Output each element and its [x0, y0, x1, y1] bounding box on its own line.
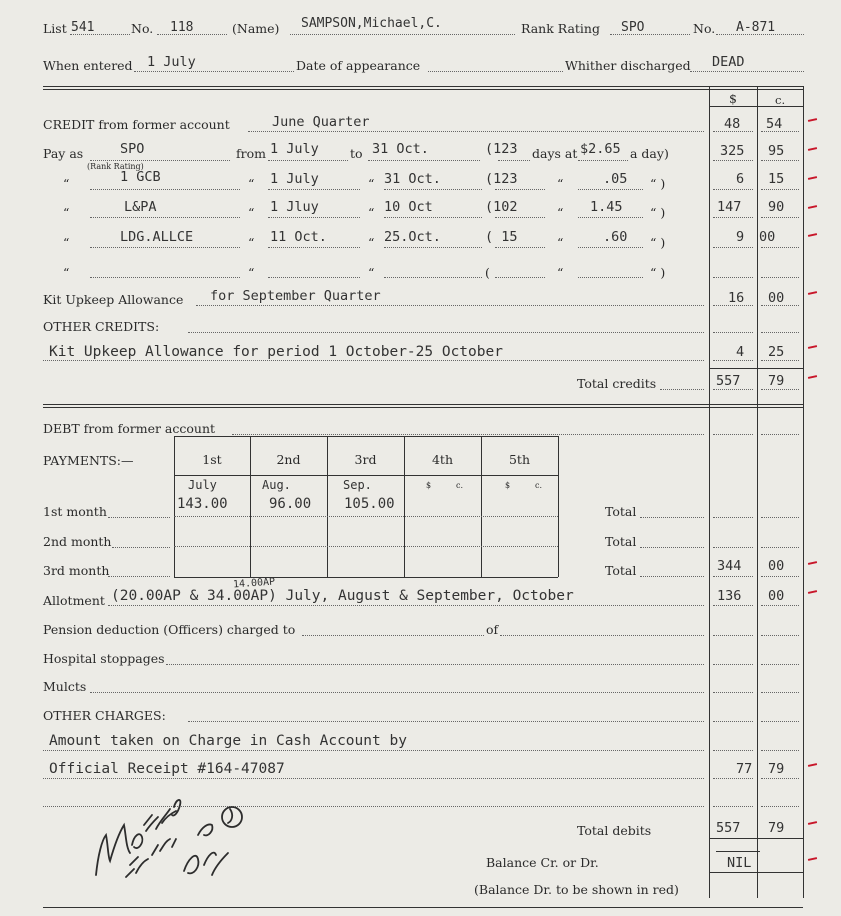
ditto-mark: “	[557, 235, 564, 250]
rank-label: Rank Rating	[521, 21, 600, 36]
balance-note: (Balance Dr. to be shown in red)	[474, 882, 679, 897]
other-credits-cents: 25	[768, 344, 785, 360]
ditto-mark: “	[63, 235, 70, 250]
pay-days: (123	[485, 141, 518, 157]
allotment-cents: 00	[768, 588, 785, 604]
pay-dollars: 9	[736, 229, 745, 245]
no2-label: No.	[693, 21, 716, 36]
total-debits-dollars: 557	[716, 820, 741, 836]
dollar-column-head: $	[729, 91, 737, 106]
payment-column-5th: 5th	[508, 452, 531, 467]
month-row-1: 1st month	[43, 504, 107, 519]
month-row-2: 2nd month	[43, 534, 112, 549]
other-charges-label: OTHER CHARGES:	[43, 708, 166, 723]
ditto-mark: “	[368, 235, 375, 250]
pay-to: 25.Oct.	[384, 229, 441, 245]
col5-cent-sub: c.	[535, 481, 543, 490]
red-check-mark	[808, 205, 817, 209]
no2-value: A-871	[736, 20, 776, 35]
ditto-paren: “ )	[650, 265, 666, 280]
allotment-text: (20.00AP & 34.00AP) July, August & September, October	[111, 588, 574, 604]
ditto-mark: “	[368, 176, 375, 191]
handwritten-notation	[86, 795, 276, 895]
kit-upkeep-text: for September Quarter	[210, 288, 381, 304]
payment-3rd-value: 105.00	[344, 496, 395, 512]
annotation-date	[100, 893, 104, 907]
ditto-mark: “	[557, 205, 564, 220]
month-row-3: 3rd month	[43, 563, 110, 578]
pay-dollars: 325	[720, 143, 745, 159]
payments-label: PAYMENTS:—	[43, 453, 134, 468]
pay-rating: L&PA	[124, 199, 157, 215]
col4-cent-sub: c.	[456, 481, 464, 490]
other-credits-dollars: 4	[736, 344, 745, 360]
no-value: 118	[170, 20, 194, 35]
allotment-dollars: 136	[717, 588, 742, 604]
balance-value: NIL	[727, 855, 752, 871]
pension-label: Pension deduction (Officers) charged to	[43, 622, 296, 637]
pay-rate: 1.45	[590, 199, 623, 215]
pay-days: (102	[485, 199, 518, 215]
pay-rating: SPO	[120, 141, 145, 157]
days-at-label: days at	[532, 146, 578, 161]
ditto-mark: “	[557, 176, 564, 191]
red-check-mark	[808, 821, 817, 825]
payment-column-3rd: 3rd	[354, 452, 377, 467]
payment-1st-value: 143.00	[177, 496, 228, 512]
annotation-noted	[90, 893, 93, 907]
no-label: No.	[131, 21, 154, 36]
discharged-value: DEAD	[712, 54, 745, 70]
other-charges-line-2: Official Receipt #164-47087	[49, 761, 285, 777]
name-value: SAMPSON,Michael,C.	[301, 16, 442, 31]
month-aug: Aug.	[262, 478, 291, 492]
mulcts-label: Mulcts	[43, 679, 87, 694]
pay-days: (	[485, 265, 490, 280]
pay-rate: .60	[603, 229, 628, 245]
pay-dollars: 6	[736, 171, 745, 187]
ditto-mark: “	[557, 265, 564, 280]
ditto-paren: “ )	[650, 235, 666, 250]
rank-value: SPO	[621, 20, 645, 35]
pay-cents: 15	[768, 171, 785, 187]
red-check-mark	[808, 118, 817, 122]
total-word: Total	[605, 534, 637, 549]
pay-cents: 00	[759, 229, 776, 245]
credit-former-cents: 54	[766, 116, 783, 132]
payment-2nd-value: 96.00	[269, 496, 312, 512]
payment-column-2nd: 2nd	[276, 452, 301, 467]
debt-former-label: DEBT from former account	[43, 421, 216, 436]
red-check-mark	[808, 763, 817, 767]
red-check-mark	[808, 233, 817, 237]
payments-total-cents: 00	[768, 558, 785, 574]
pay-rating: 1 GCB	[120, 169, 161, 185]
pay-cents: 90	[768, 199, 785, 215]
total-debits-label: Total debits	[577, 823, 652, 838]
credit-former-text: June Quarter	[272, 114, 370, 130]
pay-from: 1 Jluy	[270, 199, 319, 215]
ditto-mark: “	[248, 235, 255, 250]
payment-column-1st: 1st	[202, 452, 222, 467]
col5-dollar-sub: $	[505, 481, 511, 490]
other-charges-dollars: 77	[736, 761, 753, 777]
total-word: Total	[605, 563, 637, 578]
to-label: to	[350, 146, 363, 161]
total-credits-label: Total credits	[577, 376, 657, 391]
a-day-label: a day)	[630, 146, 669, 161]
rank-rating-small-label: (Rank Rating)	[87, 162, 144, 171]
pay-to: 10 Oct	[384, 199, 433, 215]
payments-total-dollars: 344	[717, 558, 742, 574]
pay-days: (123	[485, 171, 518, 187]
kit-upkeep-label: Kit Upkeep Allowance	[43, 292, 184, 307]
pay-to: 31 Oct.	[372, 141, 429, 157]
kit-upkeep-cents: 00	[768, 290, 785, 306]
from-label: from	[236, 146, 266, 161]
red-check-mark	[808, 561, 817, 565]
pay-as-label: Pay as	[43, 146, 84, 161]
allotment-correction: 14.00AP	[232, 576, 276, 591]
month-sep: Sep.	[343, 478, 372, 492]
list-number: 541	[71, 20, 95, 35]
pay-cents: 95	[768, 143, 785, 159]
ditto-paren: “ )	[650, 205, 666, 220]
pay-rate: .05	[603, 171, 628, 187]
list-label: List	[43, 21, 67, 36]
col4-dollar-sub: $	[426, 481, 432, 490]
entered-value: 1 July	[147, 54, 196, 70]
pay-from: 1 July	[270, 171, 319, 187]
pay-dollars: 147	[717, 199, 742, 215]
red-check-mark	[808, 375, 817, 379]
other-credits-text: Kit Upkeep Allowance for period 1 October-25 October	[49, 344, 503, 360]
ditto-mark: “	[63, 205, 70, 220]
kit-upkeep-dollars: 16	[728, 290, 745, 306]
payment-column-4th: 4th	[431, 452, 454, 467]
credit-former-dollars: 48	[724, 116, 741, 132]
month-july: July	[188, 478, 217, 492]
red-check-mark	[808, 147, 817, 151]
pension-of-label: of	[486, 622, 499, 637]
other-charges-cents: 79	[768, 761, 785, 777]
ditto-mark: “	[248, 265, 255, 280]
ditto-mark: “	[248, 205, 255, 220]
pay-from: 1 July	[270, 141, 319, 157]
ditto-mark: “	[368, 265, 375, 280]
pay-rate: $2.65	[580, 141, 621, 157]
ditto-mark: “	[63, 265, 70, 280]
ditto-mark: “	[63, 176, 70, 191]
total-debits-cents: 79	[768, 820, 785, 836]
credit-former-label: CREDIT from former account	[43, 117, 230, 132]
hospital-label: Hospital stoppages	[43, 651, 165, 666]
red-check-mark	[808, 345, 817, 349]
pay-rating: LDG.ALLCE	[120, 229, 194, 245]
balance-label: Balance Cr. or Dr.	[486, 855, 599, 870]
total-credits-cents: 79	[768, 373, 785, 389]
total-credits-dollars: 557	[716, 373, 741, 389]
ditto-mark: “	[248, 176, 255, 191]
pay-from: 11 Oct.	[270, 229, 327, 245]
name-label: (Name)	[232, 21, 280, 36]
entered-label: When entered	[43, 58, 133, 73]
annotation-dnpa	[110, 893, 115, 907]
allotment-label: Allotment	[43, 593, 105, 608]
red-check-mark	[808, 590, 817, 594]
other-credits-label: OTHER CREDITS:	[43, 319, 160, 334]
other-charges-line-1: Amount taken on Charge in Cash Account by	[49, 733, 407, 749]
appearance-label: Date of appearance	[296, 58, 421, 73]
ditto-mark: “	[368, 205, 375, 220]
red-check-mark	[808, 176, 817, 180]
pay-to: 31 Oct.	[384, 171, 441, 187]
red-check-mark	[808, 291, 817, 295]
ditto-paren: “ )	[650, 176, 666, 191]
cents-column-head: c.	[775, 93, 786, 107]
total-word: Total	[605, 504, 637, 519]
pay-days: ( 15	[485, 229, 518, 245]
red-check-mark	[808, 857, 817, 861]
discharged-label: Whither discharged	[565, 58, 691, 73]
